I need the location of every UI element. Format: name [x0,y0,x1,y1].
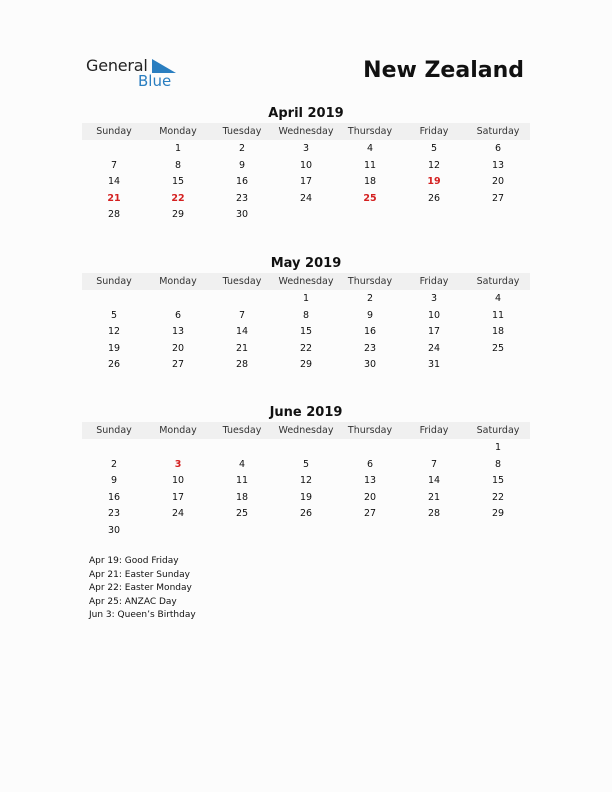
week-row [82,457,530,474]
day-cell: 26 [299,508,313,520]
day-cell: 21 [107,192,121,204]
day-cell: 12 [107,326,121,338]
holiday-list [89,555,196,623]
weekday-label: Thursday [347,276,393,287]
weekday-label: Saturday [476,425,520,436]
day-cell: 18 [491,326,505,338]
empty-day-cell [274,440,338,457]
weekday-label: Sunday [96,126,132,137]
day-cell: 27 [363,508,377,520]
day-cell: 28 [107,209,121,221]
weekday-label: Monday [159,126,197,137]
day-cell: 26 [427,192,441,204]
week-row [82,291,530,308]
day-cell: 5 [110,309,118,321]
holiday-entry: Apr 25: ANZAC Day [89,596,177,607]
day-cell: 2 [366,293,374,304]
weekday-label: Monday [159,276,197,287]
day-cell: 15 [299,326,313,338]
day-cell: 20 [491,176,505,188]
weekday-header-row [82,273,530,290]
week-row [82,473,530,490]
day-cell: 17 [299,176,313,188]
day-cell: 15 [491,475,505,487]
week-row [82,158,530,175]
weekday-label: Tuesday [222,276,262,287]
generalblue-logo [86,56,186,92]
day-cell: 12 [299,475,313,487]
day-cell: 19 [427,176,441,188]
day-cell: 8 [302,309,310,321]
day-cell: 2 [238,143,246,154]
day-cell: 4 [238,458,246,470]
day-cell: 27 [171,359,185,371]
day-cell: 30 [363,359,377,371]
weekday-label: Sunday [96,276,132,287]
day-cell: 24 [171,508,185,520]
empty-day-cell [402,523,466,540]
empty-day-cell [338,523,402,540]
day-cell: 7 [110,159,118,171]
day-cell: 29 [491,508,505,520]
day-cell: 9 [238,159,246,171]
day-cell: 1 [302,293,310,304]
day-cell: 12 [427,159,441,171]
day-cell: 22 [171,192,185,204]
day-cell: 20 [171,342,185,354]
weekday-label: Monday [159,425,197,436]
empty-day-cell [466,523,530,540]
month-title: June 2019 [269,405,343,420]
day-cell: 10 [299,159,313,171]
month-title: May 2019 [270,256,342,271]
week-row [82,308,530,325]
week-row [82,324,530,341]
day-cell: 5 [430,143,438,154]
day-cell: 13 [491,159,505,171]
week-row [82,440,530,457]
day-cell: 23 [363,342,377,354]
week-row [82,490,530,507]
day-cell: 16 [107,491,121,503]
holiday-entry: Apr 21: Easter Sunday [89,569,190,580]
day-cell: 24 [299,192,313,204]
day-cell: 30 [107,524,121,536]
day-cell: 9 [366,309,374,321]
weekday-label: Saturday [476,126,520,137]
month-title: April 2019 [268,106,344,121]
empty-day-cell [402,207,466,224]
day-cell: 13 [171,326,185,338]
day-cell: 25 [491,342,505,354]
day-cell: 6 [494,143,502,154]
holiday-entry: Jun 3: Queen’s Birthday [89,610,196,620]
day-cell: 19 [299,491,313,503]
week-row [82,141,530,158]
day-cell: 23 [235,192,249,204]
day-cell: 16 [235,176,249,188]
day-cell: 26 [107,359,121,371]
weekday-label: Tuesday [222,126,262,137]
empty-day-cell [274,523,338,540]
day-cell: 3 [174,458,182,470]
day-cell: 11 [491,309,505,321]
logo-triangle-icon [152,59,176,73]
week-row [82,506,530,523]
day-cell: 31 [427,359,441,371]
day-cell: 17 [171,491,185,503]
empty-day-cell [82,440,146,457]
day-cell: 1 [494,442,502,453]
month-calendar [82,256,530,374]
day-cell: 2 [110,458,118,470]
week-row [82,191,530,208]
weekday-label: Tuesday [222,425,262,436]
weekday-label: Wednesday [278,425,334,436]
month-calendar [82,106,530,224]
week-row [82,207,530,224]
day-cell: 19 [107,342,121,354]
weekday-label: Friday [419,276,449,287]
day-cell: 7 [430,458,438,470]
day-cell: 20 [363,491,377,503]
day-cell: 3 [430,293,438,304]
day-cell: 8 [174,159,182,171]
day-cell: 21 [427,491,441,503]
empty-day-cell [82,291,146,308]
weekday-label: Wednesday [278,126,334,137]
day-cell: 25 [363,192,377,204]
day-cell: 27 [491,192,505,204]
day-cell: 1 [174,143,182,154]
day-cell: 4 [366,143,374,154]
day-cell: 6 [366,458,374,470]
day-cell: 24 [427,342,441,354]
weekday-label: Wednesday [278,276,334,287]
day-cell: 30 [235,209,249,221]
day-cell: 28 [427,508,441,520]
day-cell: 4 [494,293,502,304]
empty-day-cell [210,440,274,457]
week-row [82,357,530,374]
weekday-label: Sunday [96,425,132,436]
day-cell: 18 [235,491,249,503]
day-cell: 23 [107,508,121,520]
day-cell: 10 [171,475,185,487]
holiday-entry: Apr 22: Easter Monday [89,583,192,593]
day-cell: 14 [235,326,249,338]
day-cell: 13 [363,475,377,487]
weekday-label: Thursday [347,126,393,137]
weekday-label: Friday [419,126,449,137]
holiday-entry: Apr 19: Good Friday [89,556,179,566]
day-cell: 15 [171,176,185,188]
day-cell: 7 [238,309,246,321]
empty-day-cell [466,357,530,374]
day-cell: 5 [302,458,310,470]
logo-text-blue: Blue [138,72,172,90]
empty-day-cell [338,440,402,457]
week-row [82,341,530,358]
day-cell: 11 [235,475,249,487]
empty-day-cell [146,523,210,540]
weekday-header-row [82,422,530,439]
day-cell: 8 [494,458,502,470]
day-cell: 16 [363,326,377,338]
empty-day-cell [210,291,274,308]
day-cell: 25 [235,508,249,520]
empty-day-cell [146,291,210,308]
empty-day-cell [466,207,530,224]
day-cell: 3 [302,143,310,154]
weekday-label: Friday [419,425,449,436]
day-cell: 29 [299,359,313,371]
day-cell: 9 [110,475,118,487]
day-cell: 28 [235,359,249,371]
empty-day-cell [274,207,338,224]
week-row [82,523,530,540]
country-title: New Zealand [363,58,524,83]
day-cell: 6 [174,309,182,321]
empty-day-cell [82,141,146,158]
day-cell: 17 [427,326,441,338]
weekday-label: Saturday [476,276,520,287]
day-cell: 22 [491,491,505,503]
empty-day-cell [146,440,210,457]
day-cell: 14 [427,475,441,487]
day-cell: 29 [171,209,185,221]
weekday-label: Thursday [347,425,393,436]
day-cell: 10 [427,309,441,321]
day-cell: 18 [363,176,377,188]
day-cell: 14 [107,176,121,188]
week-row [82,174,530,191]
month-calendar [82,405,530,540]
empty-day-cell [402,440,466,457]
empty-day-cell [210,523,274,540]
logo-text-general: General [86,56,148,75]
weekday-header-row [82,123,530,140]
day-cell: 22 [299,342,313,354]
empty-day-cell [338,207,402,224]
day-cell: 21 [235,342,249,354]
day-cell: 11 [363,159,377,171]
